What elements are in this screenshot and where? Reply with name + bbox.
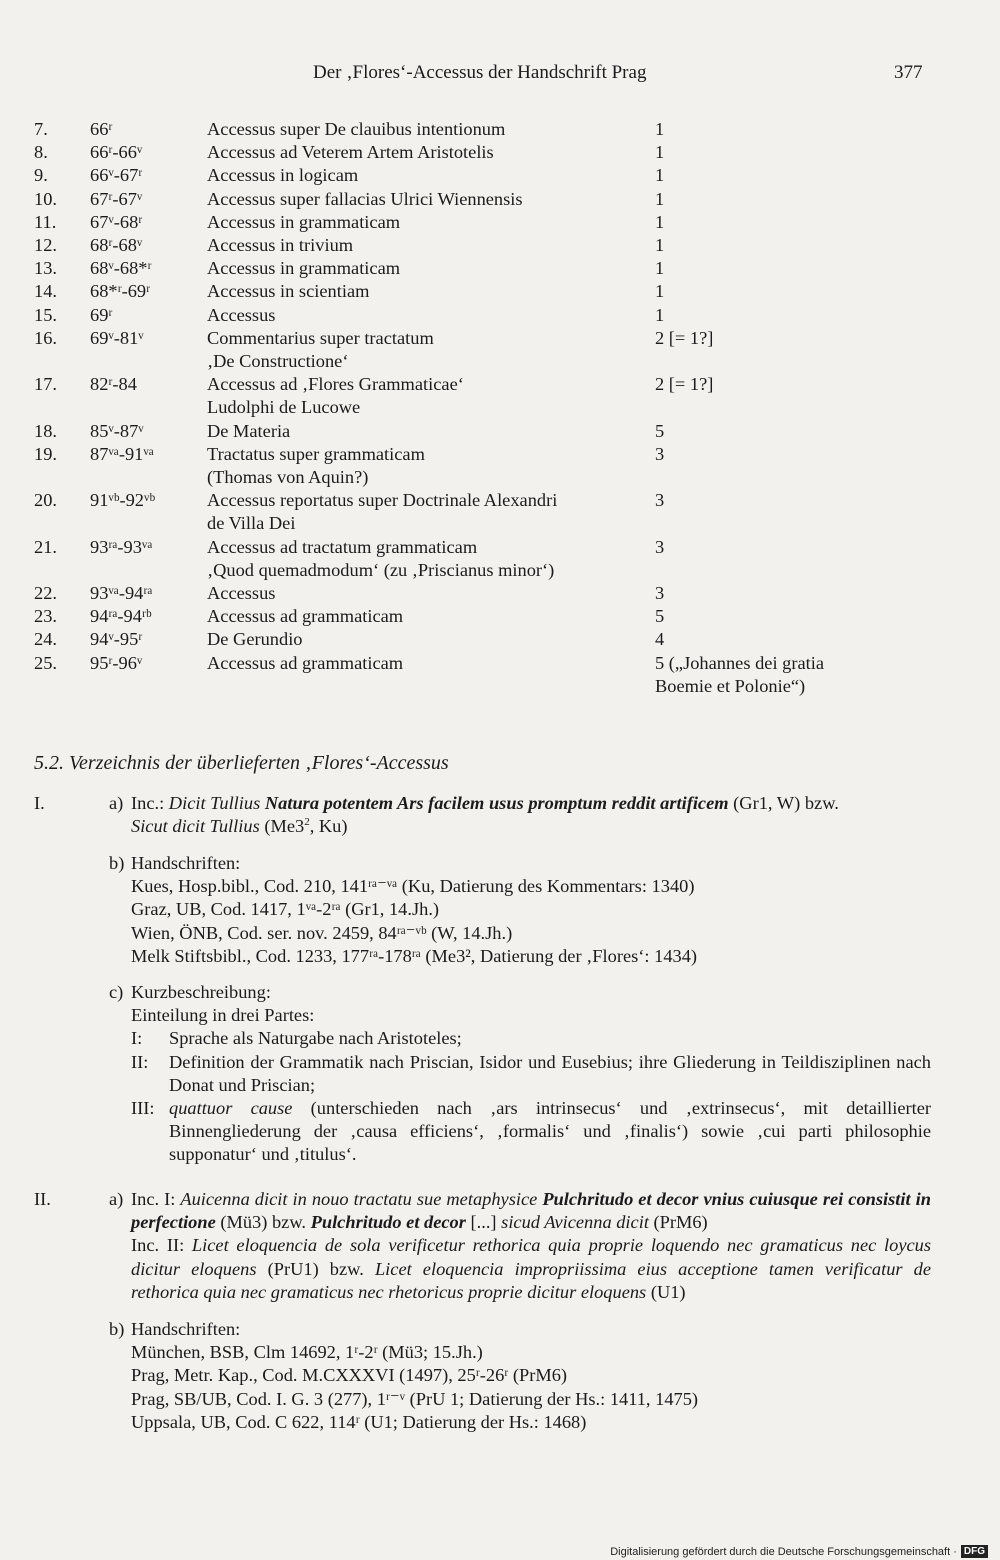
footer-text: Digitalisierung gefördert durch die Deutsche Forschungsgemeinschaft ·	[610, 1545, 957, 1558]
table-row	[0, 605, 1000, 628]
table-row	[0, 234, 1000, 257]
dfg-logo: DFG	[961, 1545, 988, 1558]
incipit-prefix: Inc. II:	[131, 1235, 192, 1256]
manuscript-line: Wien, ÖNB, Cod. ser. nov. 2459, 84ʳᵃ⁻ᵛᵇ (W, 14.Jh.)	[131, 922, 513, 943]
row-description: Accessus in logicam	[207, 165, 359, 186]
folio-range: 67ᵛ-68ʳ	[90, 211, 143, 232]
part-text: (unterschieden nach ‚ars intrinsecus‘ und ‚extrinsecus‘, mit detaillierter Binnengliederung der ‚causa efficiens‘, ‚formalis‘ und ‚finalis‘) sowie ‚cui parti philosophie supponatur‘ und ‚titulus‘.	[169, 1098, 931, 1165]
incipit-text	[131, 1188, 931, 1304]
incipit-sigla: (Gr1, W) bzw.	[728, 793, 839, 813]
incipit-italic: sicud Avicenna dicit	[501, 1212, 649, 1233]
row-count: 1	[655, 188, 665, 209]
row-description: ‚Quod quemadmodum‘ (zu ‚Priscianus minor‘)	[207, 559, 555, 580]
running-title: Der ‚Flores‘-Accessus der Handschrift Prag	[313, 62, 647, 83]
incipit-sigla: (PrU1) bzw.	[256, 1258, 375, 1279]
row-number: 22.	[34, 583, 57, 604]
row-number: 14.	[34, 281, 57, 302]
row-description: Accessus in grammaticam	[207, 258, 401, 279]
row-description: Accessus in scientiam	[207, 281, 370, 302]
entry-2-manuscripts	[0, 1318, 1000, 1434]
digitization-footer	[610, 1545, 988, 1558]
table-row	[0, 118, 1000, 141]
row-number: 8.	[34, 142, 48, 163]
row-description: Commentarius super tractatum	[207, 327, 434, 348]
part-text: Sprache als Naturgabe nach Aristoteles;	[169, 1028, 462, 1049]
folio-range: 95ʳ-96ᵛ	[90, 652, 143, 673]
row-count: 1	[655, 258, 665, 279]
part-1	[131, 1027, 931, 1050]
folio-range: 93ᵛᵃ-94ʳᵃ	[90, 583, 153, 604]
table-row	[0, 582, 1000, 605]
row-number: 21.	[34, 536, 57, 557]
incipit-prefix: Inc.:	[131, 793, 169, 813]
row-number: 12.	[34, 235, 57, 256]
row-count: 5 („Johannes dei gratia	[655, 652, 825, 673]
folio-range: 69ᵛ-81ᵛ	[90, 327, 144, 348]
row-number: 16.	[34, 327, 57, 348]
row-number: 18.	[34, 420, 57, 441]
row-number: 23.	[34, 606, 57, 627]
table-row	[0, 628, 1000, 651]
manuscript-line: Graz, UB, Cod. 1417, 1ᵛᵃ-2ʳᵃ (Gr1, 14.Jh.)	[131, 899, 440, 920]
manuscript-line: Melk Stiftsbibl., Cod. 1233, 177ʳᵃ-178ʳᵃ (Me3², Datierung der ‚Flores‘: 1434)	[131, 945, 698, 966]
row-description: Accessus ad Veterem Artem Aristotelis	[207, 142, 494, 163]
row-count: Boemie et Polonie“)	[655, 675, 806, 696]
row-description: (Thomas von Aquin?)	[207, 467, 369, 488]
manuscript-line: München, BSB, Clm 14692, 1ʳ-2ʳ (Mü3; 15.Jh.)	[131, 1342, 483, 1363]
incipit-italic: Licet eloquencia impropriissima eius acceptione tamen verificatur de rethorica quia nec gramaticus nec rhetoricus proprie dicitur eloquens	[131, 1258, 932, 1302]
incipit-sigla: (PrM6)	[648, 1212, 708, 1233]
item-label: c)	[109, 982, 124, 1002]
row-description: de Villa Dei	[207, 513, 296, 534]
item-label: a)	[109, 1189, 124, 1209]
row-number: 10.	[34, 188, 57, 209]
incipit-italic: Dicit Tullius	[168, 793, 265, 813]
table-row	[0, 188, 1000, 211]
part-3	[131, 1097, 931, 1167]
folio-range: 82ʳ-84	[90, 374, 137, 395]
item-label: b)	[109, 853, 125, 873]
row-count: 4	[655, 629, 665, 650]
row-description: Accessus super De clauibus intentionum	[207, 119, 506, 139]
row-count: 3	[655, 490, 665, 511]
incipit-sigla: (Mü3) bzw.	[215, 1212, 311, 1233]
incipit-bold: Pulchritudo et decor vnius cuiusque rei consistit in perfectione	[131, 1189, 931, 1233]
row-description: De Materia	[207, 420, 291, 441]
table-row	[0, 536, 1000, 582]
incipit-prefix: Inc. I:	[131, 1189, 181, 1209]
row-count: 1	[655, 304, 665, 325]
incipit-sigla: [...]	[465, 1212, 502, 1233]
incipit-sigla: , Ku)	[309, 816, 348, 837]
row-description: Accessus ad grammaticam	[207, 606, 404, 627]
incipit-bold: Natura potentem Ars facilem usus promptum reddit artificem	[264, 793, 729, 813]
table-row	[0, 211, 1000, 234]
manuscripts-heading: Handschriften:	[131, 1319, 241, 1339]
row-description: De Gerundio	[207, 629, 303, 650]
table-row	[0, 489, 1000, 535]
row-description: Ludolphi de Lucowe	[207, 397, 361, 418]
incipit-italic: Auicenna dicit in nouo tractatu sue metaphysice	[180, 1189, 543, 1209]
row-number: 13.	[34, 258, 57, 279]
entry-2	[0, 1188, 1000, 1304]
table-row	[0, 164, 1000, 187]
manuscript-table	[0, 118, 1000, 696]
row-number: 9.	[34, 165, 48, 186]
table-row	[0, 141, 1000, 164]
incipit-variant: Sicut dicit Tullius	[131, 816, 260, 837]
row-count: 5	[655, 420, 665, 441]
row-description: Accessus super fallacias Ulrici Wiennensis	[207, 188, 523, 209]
row-description: Tractatus super grammaticam	[207, 443, 425, 464]
row-count: 5	[655, 606, 665, 627]
entry-number: I.	[34, 793, 45, 813]
incipit-sigla: (U1)	[646, 1281, 686, 1302]
entry-1-manuscripts	[0, 852, 1000, 968]
manuscript-line: Prag, SB/UB, Cod. I. G. 3 (277), 1ʳ⁻ᵛ (PrU 1; Datierung der Hs.: 1411, 1475)	[131, 1388, 699, 1409]
incipit-sigla: (Me3	[259, 816, 305, 837]
folio-range: 91ᵛᵇ-92ᵛᵇ	[90, 490, 156, 511]
row-description: Accessus in trivium	[207, 235, 354, 256]
folio-range: 68*ʳ-69ʳ	[90, 281, 151, 302]
running-header	[0, 62, 1000, 88]
description-intro: Einteilung in drei Partes:	[131, 1005, 315, 1026]
row-description: ‚De Constructione‘	[207, 351, 349, 372]
folio-range: 66ʳ-66ᵛ	[90, 142, 143, 163]
part-italic: quattuor cause	[169, 1098, 293, 1119]
row-number: 7.	[34, 119, 48, 139]
row-description: Accessus	[207, 583, 276, 604]
row-number: 19.	[34, 443, 57, 464]
row-count: 2 [= 1?]	[655, 327, 714, 348]
incipit-text	[131, 792, 931, 838]
row-number: 17.	[34, 374, 57, 395]
manuscript-line: Prag, Metr. Kap., Cod. M.CXXXVI (1497), 25ʳ-26ʳ (PrM6)	[131, 1365, 568, 1386]
part-text: Definition der Grammatik nach Priscian, Isidor und Eusebius; ihre Gliederung in Teildisziplinen nach Donat und Priscian;	[169, 1051, 931, 1095]
table-row	[0, 280, 1000, 303]
table-row	[0, 304, 1000, 327]
row-count: 1	[655, 281, 665, 302]
table-row	[0, 652, 1000, 696]
row-count: 3	[655, 443, 665, 464]
row-count: 1	[655, 142, 665, 163]
row-number: 20.	[34, 490, 57, 511]
folio-range: 69ʳ	[90, 304, 113, 325]
part-2	[131, 1051, 931, 1097]
folio-range: 93ʳᵃ-93ᵛᵃ	[90, 536, 153, 557]
row-count: 1	[655, 165, 665, 186]
manuscript-line: Kues, Hosp.bibl., Cod. 210, 141ʳᵃ⁻ᵛᵃ (Ku, Datierung des Kommentars: 1340)	[131, 876, 695, 897]
row-count: 1	[655, 235, 665, 256]
part-label: III:	[131, 1098, 155, 1119]
row-description: Accessus reportatus super Doctrinale Alexandri	[207, 490, 558, 511]
table-row	[0, 373, 1000, 419]
part-label: I:	[131, 1028, 143, 1049]
superscript: 2	[304, 816, 310, 829]
entry-1-description	[0, 981, 1000, 1167]
folio-range: 94ʳᵃ-94ʳᵇ	[90, 606, 152, 627]
row-count: 3	[655, 536, 665, 557]
row-number: 11.	[34, 211, 57, 232]
entry-number: II.	[34, 1189, 51, 1209]
page-number: 377	[894, 62, 923, 83]
row-number: 15.	[34, 304, 57, 325]
item-label: a)	[109, 793, 124, 813]
folio-range: 87ᵛᵃ-91ᵛᵃ	[90, 443, 154, 464]
row-description: Accessus	[207, 304, 276, 325]
row-number: 24.	[34, 629, 57, 650]
folio-range: 66ʳ	[90, 119, 113, 139]
row-number: 25.	[34, 652, 57, 673]
folio-range: 85ᵛ-87ᵛ	[90, 420, 144, 441]
folio-range: 67ʳ-67ᵛ	[90, 188, 143, 209]
folio-range: 68ᵛ-68*ʳ	[90, 258, 152, 279]
manuscript-line: Uppsala, UB, Cod. C 622, 114ʳ (U1; Datierung der Hs.: 1468)	[131, 1411, 587, 1432]
item-label: b)	[109, 1319, 125, 1339]
table-row	[0, 443, 1000, 489]
table-row	[0, 420, 1000, 443]
row-description: Accessus in grammaticam	[207, 211, 401, 232]
table-row	[0, 327, 1000, 373]
section-heading: 5.2. Verzeichnis der überlieferten ‚Flores‘-Accessus	[34, 752, 449, 774]
table-row	[0, 257, 1000, 280]
row-description: Accessus ad grammaticam	[207, 652, 404, 673]
description-heading: Kurzbeschreibung:	[131, 982, 271, 1002]
incipit-italic: Licet eloquencia de sola verificetur rethorica quia proprie loquendo nec gramaticus nec loycus dicitur eloquens	[131, 1235, 931, 1279]
row-description: Accessus ad ‚Flores Grammaticae‘	[207, 374, 464, 395]
row-count: 2 [= 1?]	[655, 374, 714, 395]
row-count: 1	[655, 211, 665, 232]
incipit-bold: Pulchritudo et decor	[310, 1212, 466, 1233]
entry-1	[0, 792, 1000, 838]
part-label: II:	[131, 1051, 149, 1072]
folio-range: 68ʳ-68ᵛ	[90, 235, 143, 256]
folio-range: 94ᵛ-95ʳ	[90, 629, 143, 650]
row-count: 3	[655, 583, 665, 604]
row-count: 1	[655, 119, 665, 139]
row-description: Accessus ad tractatum grammaticam	[207, 536, 478, 557]
manuscripts-heading: Handschriften:	[131, 853, 241, 873]
folio-range: 66ᵛ-67ʳ	[90, 165, 143, 186]
